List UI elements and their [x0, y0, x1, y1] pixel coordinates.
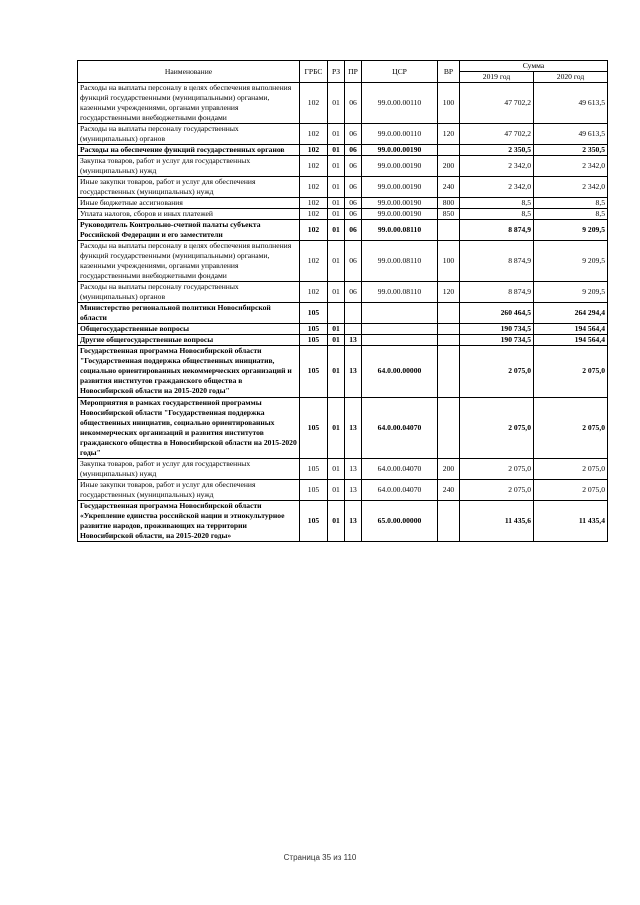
- row-rz: 01: [328, 479, 345, 500]
- row-sum-2019: 190 734,5: [460, 324, 534, 335]
- table-row: [78, 145, 608, 156]
- header-csr: ЦСР: [362, 61, 438, 83]
- row-sum-2019: 190 734,5: [460, 335, 534, 346]
- row-csr: 99.0.00.00190: [362, 156, 438, 177]
- row-rz: 01: [328, 324, 345, 335]
- row-csr: 99.0.00.00110: [362, 124, 438, 145]
- table-body: [78, 83, 608, 542]
- row-pr: 06: [345, 83, 362, 124]
- row-sum-2019: 2 350,5: [460, 145, 534, 156]
- row-rz: 01: [328, 220, 345, 241]
- row-pr: 13: [345, 458, 362, 479]
- row-pr: [345, 303, 362, 324]
- row-rz: 01: [328, 156, 345, 177]
- row-grbs: 102: [300, 145, 328, 156]
- row-name: Расходы на выплаты персоналу государственных (муниципальных) органов: [78, 282, 300, 303]
- row-sum-2019: 2 075,0: [460, 346, 534, 397]
- row-sum-2019: 47 702,2: [460, 124, 534, 145]
- row-sum-2019: 8,5: [460, 198, 534, 209]
- row-rz: 01: [328, 458, 345, 479]
- row-csr: 99.0.00.00190: [362, 209, 438, 220]
- row-name: Иные закупки товаров, работ и услуг для обеспечения государственных (муниципальных) нужд: [78, 177, 300, 198]
- row-grbs: 102: [300, 282, 328, 303]
- row-pr: 06: [345, 220, 362, 241]
- row-pr: 06: [345, 124, 362, 145]
- row-csr: 65.0.00.00000: [362, 500, 438, 541]
- row-sum-2020: 2 342,0: [534, 156, 608, 177]
- row-vr: 100: [438, 83, 460, 124]
- row-rz: 01: [328, 198, 345, 209]
- header-name: Наименование: [78, 61, 300, 83]
- row-name: Иные закупки товаров, работ и услуг для обеспечения государственных (муниципальных) нужд: [78, 479, 300, 500]
- row-grbs: 105: [300, 479, 328, 500]
- row-name: Расходы на выплаты персоналу государственных (муниципальных) органов: [78, 124, 300, 145]
- row-rz: 01: [328, 209, 345, 220]
- row-vr: [438, 500, 460, 541]
- table-row: [78, 83, 608, 124]
- row-name: Расходы на выплаты персоналу в целях обеспечения выполнения функций государственными (муниципальными) органами, казенными учреждениями, органами управления государственными внебюджетными фондами: [78, 241, 300, 282]
- header-year-2020: 2020 год: [534, 72, 608, 83]
- row-csr: 99.0.00.00190: [362, 145, 438, 156]
- row-rz: 01: [328, 500, 345, 541]
- row-vr: 240: [438, 479, 460, 500]
- row-name: Государственная программа Новосибирской области "Государственная поддержка общественных инициатив, социально ориентированных некоммерческих организаций и развития институтов гражданского общества в Новосибирской области на 2015-2020 годы": [78, 346, 300, 397]
- row-rz: 01: [328, 145, 345, 156]
- row-sum-2019: 2 342,0: [460, 177, 534, 198]
- row-sum-2020: 9 209,5: [534, 282, 608, 303]
- row-sum-2020: 9 209,5: [534, 220, 608, 241]
- row-name: Руководитель Контрольно-счетной палаты субъекта Российской Федерации и его заместители: [78, 220, 300, 241]
- row-pr: 06: [345, 145, 362, 156]
- row-csr: [362, 324, 438, 335]
- table-row: [78, 220, 608, 241]
- header-year-2019: 2019 год: [460, 72, 534, 83]
- row-grbs: 105: [300, 397, 328, 458]
- row-grbs: 105: [300, 458, 328, 479]
- row-vr: 240: [438, 177, 460, 198]
- row-sum-2019: 8 874,9: [460, 282, 534, 303]
- row-sum-2020: 49 613,5: [534, 124, 608, 145]
- row-csr: 99.0.00.08110: [362, 282, 438, 303]
- row-sum-2019: 2 075,0: [460, 479, 534, 500]
- row-sum-2020: 2 075,0: [534, 346, 608, 397]
- row-name: Закупка товаров, работ и услуг для государственных (муниципальных) нужд: [78, 458, 300, 479]
- row-csr: 99.0.00.08110: [362, 241, 438, 282]
- row-sum-2019: 8,5: [460, 209, 534, 220]
- table-row: [78, 346, 608, 397]
- row-grbs: 105: [300, 500, 328, 541]
- table-row: [78, 156, 608, 177]
- row-grbs: 105: [300, 324, 328, 335]
- row-name: Министерство региональной политики Новосибирской области: [78, 303, 300, 324]
- row-rz: 01: [328, 397, 345, 458]
- row-grbs: 102: [300, 209, 328, 220]
- row-sum-2019: 2 075,0: [460, 397, 534, 458]
- header-vr: ВР: [438, 61, 460, 83]
- row-vr: [438, 346, 460, 397]
- row-pr: 06: [345, 177, 362, 198]
- row-sum-2020: 264 294,4: [534, 303, 608, 324]
- row-sum-2020: 8,5: [534, 209, 608, 220]
- row-sum-2020: 2 342,0: [534, 177, 608, 198]
- row-pr: 13: [345, 346, 362, 397]
- row-sum-2020: 2 350,5: [534, 145, 608, 156]
- table-row: [78, 500, 608, 541]
- row-pr: 13: [345, 479, 362, 500]
- row-csr: 99.0.00.00110: [362, 83, 438, 124]
- row-rz: 01: [328, 83, 345, 124]
- row-grbs: 102: [300, 124, 328, 145]
- row-vr: [438, 220, 460, 241]
- row-sum-2020: 2 075,0: [534, 479, 608, 500]
- row-pr: 06: [345, 198, 362, 209]
- row-vr: [438, 145, 460, 156]
- row-sum-2020: 194 564,4: [534, 335, 608, 346]
- row-pr: 06: [345, 209, 362, 220]
- row-csr: 64.0.00.04070: [362, 458, 438, 479]
- row-name: Государственная программа Новосибирской области «Укрепление единства российской нации и этнокультурное развитие народов, проживающих на территории Новосибирской области, на 2015-2020 годы»: [78, 500, 300, 541]
- row-name: Общегосударственные вопросы: [78, 324, 300, 335]
- table-row: [78, 303, 608, 324]
- row-sum-2020: 2 075,0: [534, 397, 608, 458]
- row-sum-2020: 49 613,5: [534, 83, 608, 124]
- table-row: [78, 458, 608, 479]
- row-grbs: 102: [300, 83, 328, 124]
- row-grbs: 102: [300, 198, 328, 209]
- row-rz: 01: [328, 335, 345, 346]
- row-pr: 06: [345, 156, 362, 177]
- row-vr: [438, 324, 460, 335]
- header-pr: ПР: [345, 61, 362, 83]
- row-rz: 01: [328, 241, 345, 282]
- row-name: Другие общегосударственные вопросы: [78, 335, 300, 346]
- row-vr: [438, 303, 460, 324]
- row-name: Расходы на обеспечение функций государственных органов: [78, 145, 300, 156]
- row-csr: 64.0.00.04070: [362, 397, 438, 458]
- row-pr: 06: [345, 241, 362, 282]
- row-sum-2019: 8 874,9: [460, 220, 534, 241]
- budget-table: [77, 60, 608, 542]
- row-pr: 13: [345, 500, 362, 541]
- row-grbs: 105: [300, 303, 328, 324]
- row-grbs: 102: [300, 241, 328, 282]
- row-name: Закупка товаров, работ и услуг для государственных (муниципальных) нужд: [78, 156, 300, 177]
- page-number: Страница 35 из 110: [283, 853, 357, 862]
- row-pr: [345, 324, 362, 335]
- row-name: Иные бюджетные ассигнования: [78, 198, 300, 209]
- table-row: [78, 324, 608, 335]
- row-grbs: 102: [300, 220, 328, 241]
- row-grbs: 102: [300, 177, 328, 198]
- row-sum-2019: 260 464,5: [460, 303, 534, 324]
- row-vr: 800: [438, 198, 460, 209]
- row-csr: 99.0.00.00190: [362, 198, 438, 209]
- row-csr: 99.0.00.00190: [362, 177, 438, 198]
- row-pr: 13: [345, 335, 362, 346]
- header-rz: РЗ: [328, 61, 345, 83]
- row-vr: [438, 335, 460, 346]
- row-vr: 100: [438, 241, 460, 282]
- row-vr: 200: [438, 458, 460, 479]
- row-grbs: 102: [300, 156, 328, 177]
- row-sum-2020: 194 564,4: [534, 324, 608, 335]
- row-csr: [362, 303, 438, 324]
- table-row: [78, 397, 608, 458]
- table-row: [78, 209, 608, 220]
- row-rz: 01: [328, 346, 345, 397]
- row-rz: 01: [328, 177, 345, 198]
- row-csr: [362, 335, 438, 346]
- table-row: [78, 479, 608, 500]
- row-vr: [438, 397, 460, 458]
- header-grbs: ГРБС: [300, 61, 328, 83]
- table-row: [78, 198, 608, 209]
- table-row: [78, 177, 608, 198]
- row-sum-2020: 8,5: [534, 198, 608, 209]
- table-row: [78, 241, 608, 282]
- table-row: [78, 124, 608, 145]
- row-name: Мероприятия в рамках государственной программы Новосибирской области "Государственная поддержка общественных инициатив, социально ориентированных некоммерческих организаций и развития институтов гражданского общества в Новосибирской области на 2015-2020 годы": [78, 397, 300, 458]
- row-pr: 13: [345, 397, 362, 458]
- row-sum-2020: 9 209,5: [534, 241, 608, 282]
- row-vr: 120: [438, 282, 460, 303]
- row-grbs: 105: [300, 346, 328, 397]
- row-sum-2019: 8 874,9: [460, 241, 534, 282]
- row-vr: 120: [438, 124, 460, 145]
- row-rz: 01: [328, 282, 345, 303]
- row-vr: 850: [438, 209, 460, 220]
- row-sum-2020: 11 435,4: [534, 500, 608, 541]
- header-sum: Сумма: [460, 61, 608, 72]
- row-csr: 99.0.00.08110: [362, 220, 438, 241]
- row-rz: [328, 303, 345, 324]
- row-sum-2020: 2 075,0: [534, 458, 608, 479]
- table-row: [78, 282, 608, 303]
- row-rz: 01: [328, 124, 345, 145]
- row-grbs: 105: [300, 335, 328, 346]
- row-sum-2019: 11 435,6: [460, 500, 534, 541]
- row-vr: 200: [438, 156, 460, 177]
- row-csr: 64.0.00.04070: [362, 479, 438, 500]
- row-sum-2019: 47 702,2: [460, 83, 534, 124]
- row-name: Уплата налогов, сборов и иных платежей: [78, 209, 300, 220]
- row-sum-2019: 2 342,0: [460, 156, 534, 177]
- row-sum-2019: 2 075,0: [460, 458, 534, 479]
- row-pr: 06: [345, 282, 362, 303]
- row-csr: 64.0.00.00000: [362, 346, 438, 397]
- table-row: [78, 335, 608, 346]
- row-name: Расходы на выплаты персоналу в целях обеспечения выполнения функций государственными (муниципальными) органами, казенными учреждениями, органами управления государственными внебюджетными фондами: [78, 83, 300, 124]
